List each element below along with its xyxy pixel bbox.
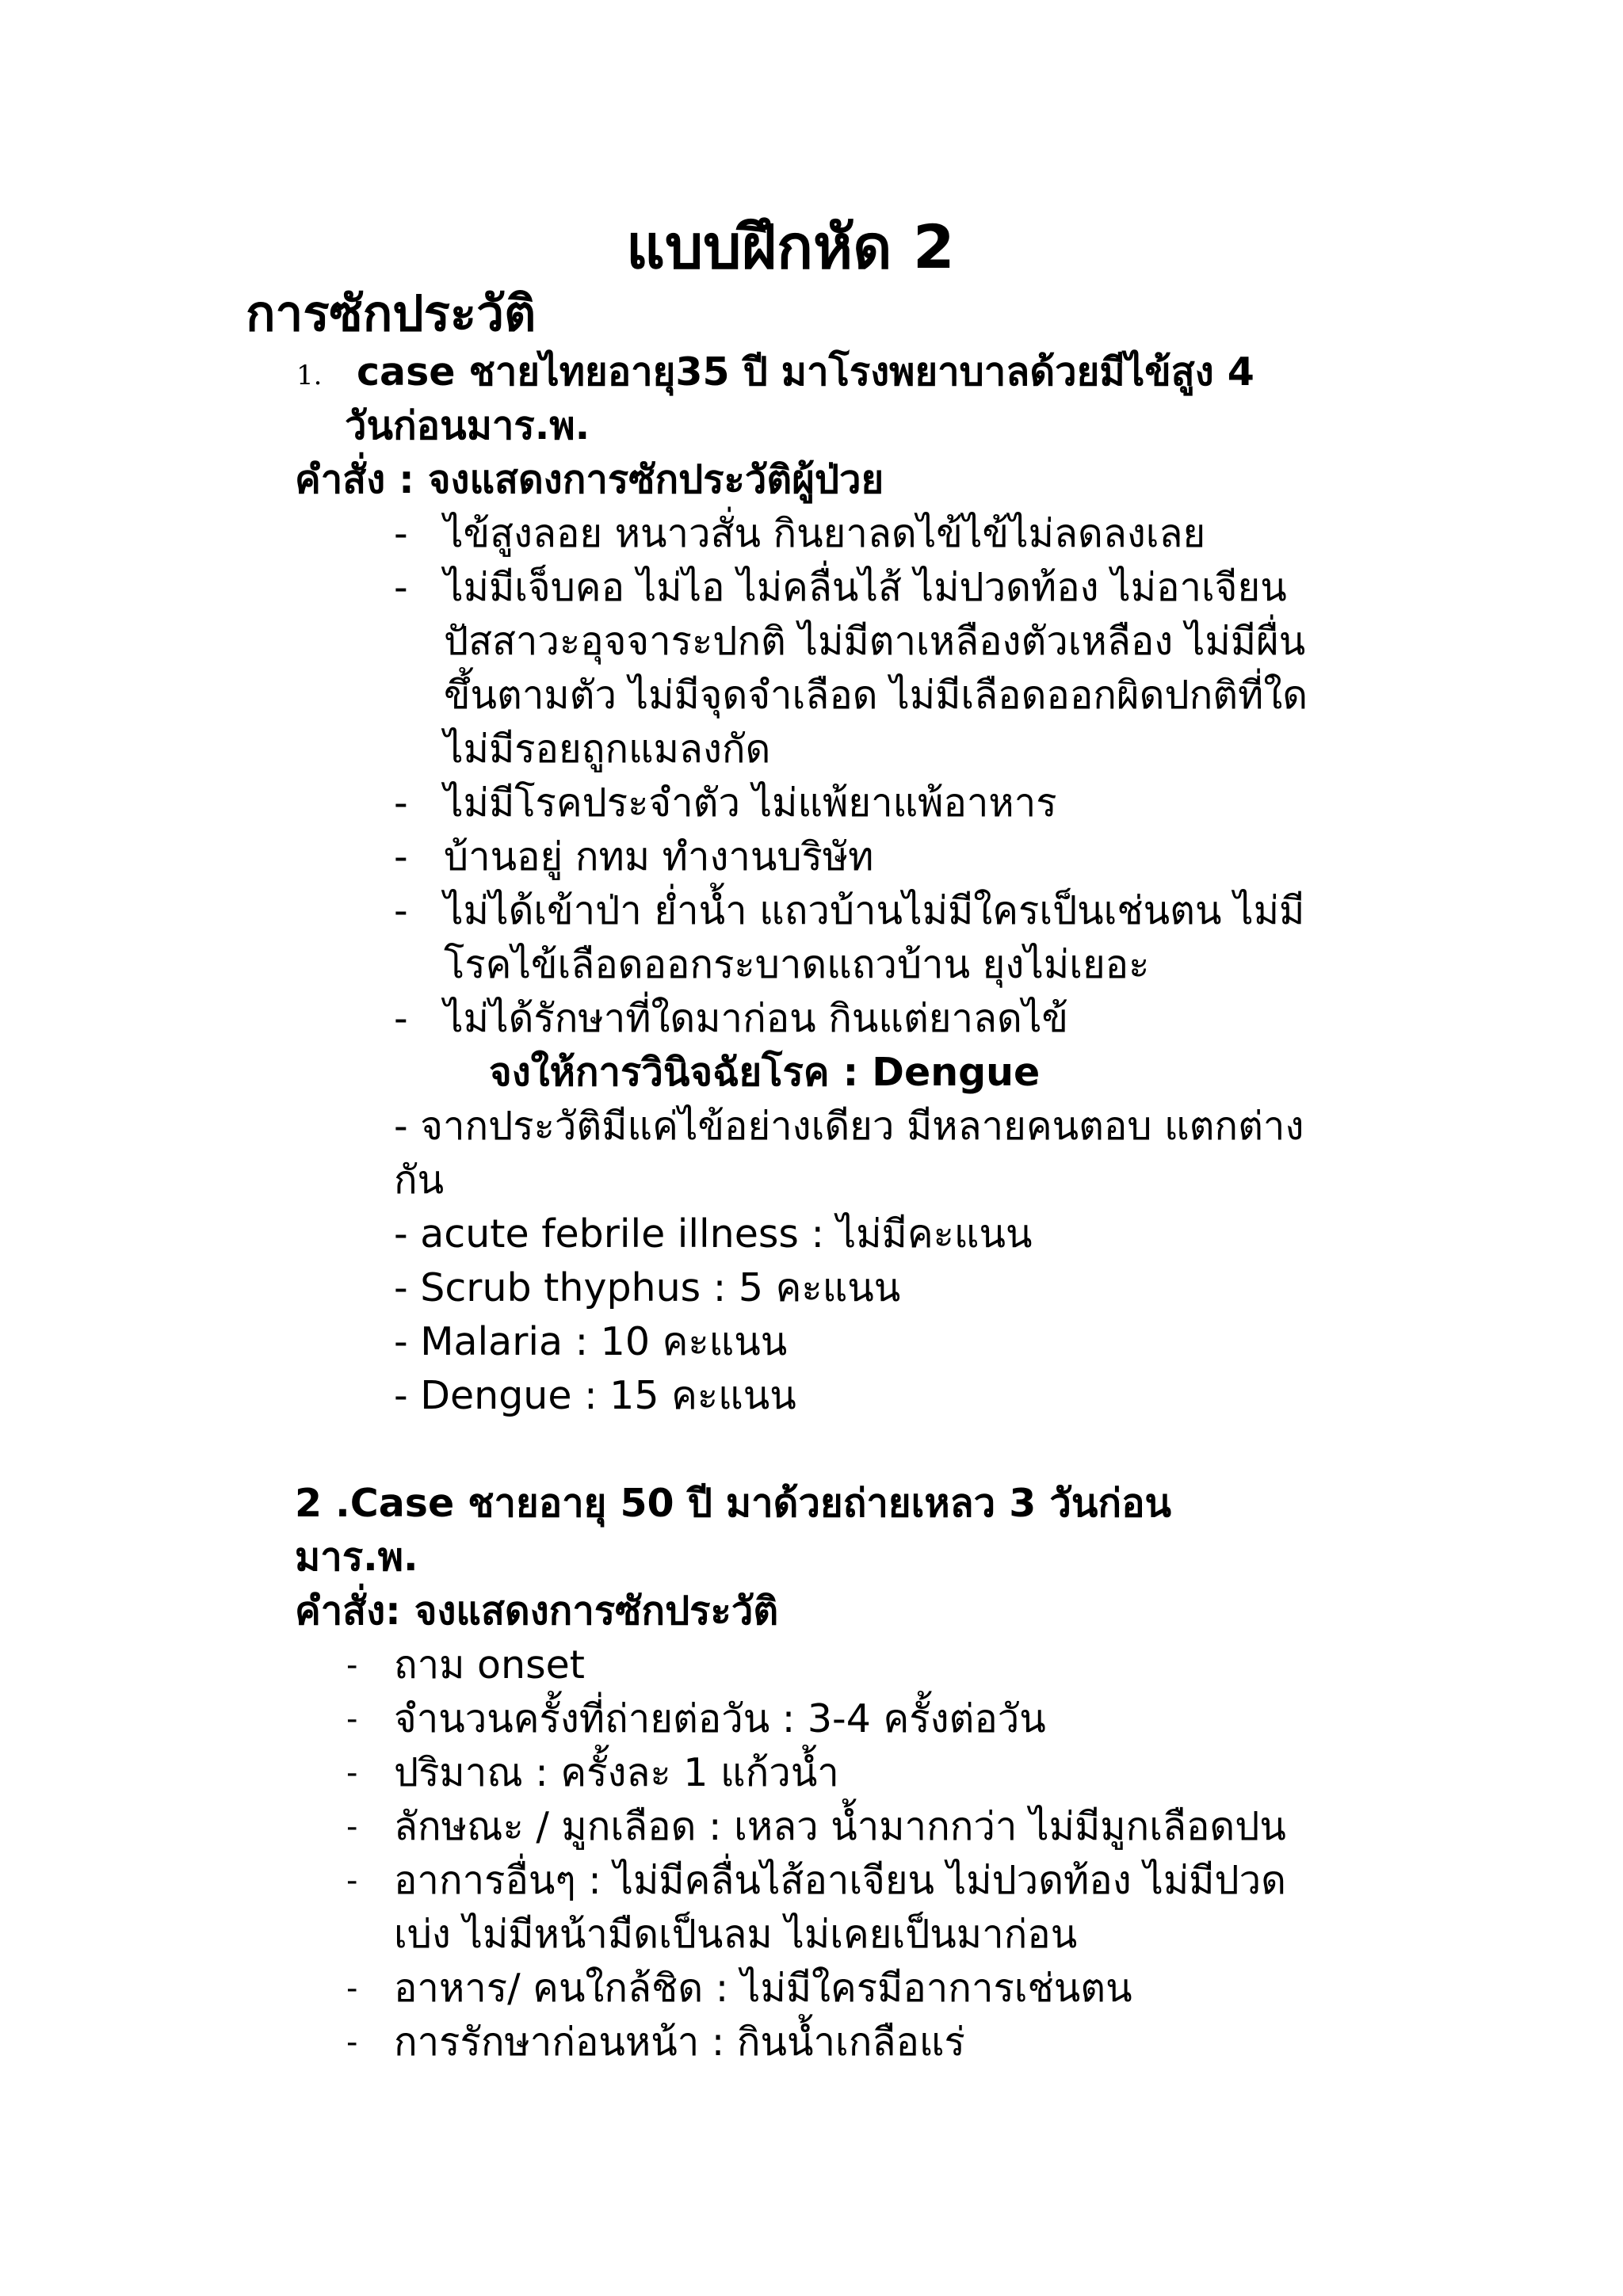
case2-instruction: คำสั่ง: จงแสดงการซักประวัติ	[295, 1589, 779, 1634]
score-item: - acute febrile illness : ไม่มีคะแนน	[394, 1211, 1033, 1257]
case2-bullet-1: ถาม onset	[394, 1642, 585, 1688]
score-item: - Dengue : 15 คะแนน	[394, 1373, 796, 1418]
bullet-dash: -	[346, 2024, 358, 2061]
case1-bullet-1: ไข้สูงลอย หนาวสั่น กินยาลดไข้ไข้ไม่ลดลงเลย	[444, 511, 1206, 556]
case1-instruction: คำสั่ง : จงแสดงการซักประวัติผู้ป่วย	[295, 457, 884, 502]
bullet-dash: -	[394, 511, 408, 556]
bullet-dash: -	[346, 1863, 358, 1899]
case2-bullet-2: จำนวนครั้งที่ถ่ายต่อวัน : 3-4 ครั้งต่อวัน	[394, 1696, 1046, 1741]
note-line1: - จากประวัติมีแค่ไข้อย่างเดียว มีหลายคนตอบ แตกต่าง	[394, 1104, 1304, 1149]
case1-bullet-6: ไม่ได้รักษาที่ใดมาก่อน กินแต่ยาลดไข้	[444, 996, 1069, 1041]
case1-bullet-5-line2: โรคไข้เลือดออกระบาดแถวบ้าน ยุงไม่เยอะ	[444, 942, 1150, 987]
bullet-dash: -	[346, 1755, 358, 1791]
bullet-dash: -	[394, 565, 408, 610]
case2-line1: 2 .Case ชายอายุ 50 ปี มาด้วยถ่ายเหลว 3 วันก่อน	[295, 1481, 1172, 1526]
case2-bullet-5-line1: อาการอื่นๆ : ไม่มีคลื่นไส้อาเจียน ไม่ปวดท้อง ไม่มีปวด	[394, 1858, 1286, 1903]
case1-bullet-3: ไม่มีโรคประจำตัว ไม่แพ้ยาแพ้อาหาร	[444, 780, 1057, 826]
bullet-dash: -	[394, 780, 408, 826]
case2-bullet-3: ปริมาณ : ครั้งละ 1 แก้วน้ำ	[394, 1750, 839, 1795]
case1-line1: case ชายไทยอายุ35 ปี มาโรงพยาบาลด้วยมีไข้สูง 4	[357, 349, 1254, 395]
bullet-dash: -	[346, 1647, 358, 1684]
case2-bullet-6: อาหาร/ คนใกล้ชิด : ไม่มีใครมีอาการเช่นตน	[394, 1966, 1132, 2011]
score-item: - Scrub thyphus : 5 คะแนน	[394, 1265, 901, 1310]
bullet-dash: -	[346, 1701, 358, 1737]
bullet-dash: -	[394, 888, 408, 933]
score-item: - Malaria : 10 คะแนน	[394, 1319, 788, 1364]
page-title: แบบฝึกหัด 2	[626, 212, 955, 282]
case2-bullet-7: การรักษาก่อนหน้า : กินน้ำเกลือแร่	[394, 2019, 965, 2065]
bullet-dash: -	[346, 1970, 358, 2007]
case1-bullet-2-line1: ไม่มีเจ็บคอ ไม่ไอ ไม่คลื่นไส้ ไม่ปวดท้อง ไม่อาเจียน	[444, 565, 1287, 610]
case1-bullet-2-line2: ปัสสาวะอุจจาระปกติ ไม่มีตาเหลืองตัวเหลือง ไม่มีผื่น	[444, 619, 1306, 664]
bullet-dash: -	[346, 1809, 358, 1845]
case1-bullet-4: บ้านอยู่ กทม ทำงานบริษัท	[444, 834, 874, 879]
case1-bullet-2-line4: ไม่มีรอยถูกแมลงกัด	[444, 727, 771, 772]
bullet-dash: -	[394, 996, 408, 1041]
case1-bullet-5-line1: ไม่ได้เข้าป่า ย่ำน้ำ แถวบ้านไม่มีใครเป็นเช่นตน ไม่มี	[444, 888, 1305, 933]
section-heading: การซักประวัติ	[246, 284, 537, 342]
diagnosis-line: จงให้การวินิจฉัยโรค : Dengue	[489, 1050, 1041, 1095]
case2-bullet-5-line2: เบ่ง ไม่มีหน้ามืดเป็นลม ไม่เคยเป็นมาก่อน	[394, 1912, 1078, 1957]
case2-line2: มาร.พ.	[295, 1535, 418, 1580]
case1-bullet-2-line3: ขึ้นตามตัว ไม่มีจุดจำเลือด ไม่มีเลือดออกผิดปกติที่ใด	[444, 673, 1308, 718]
case1-number: 1.	[296, 360, 323, 391]
note-line2: กัน	[394, 1158, 445, 1203]
bullet-dash: -	[394, 834, 408, 879]
case2-bullet-4: ลักษณะ / มูกเลือด : เหลว น้ำมากกว่า ไม่มีมูกเลือดปน	[394, 1804, 1286, 1849]
case1-line2: วันก่อนมาร.พ.	[345, 403, 590, 448]
